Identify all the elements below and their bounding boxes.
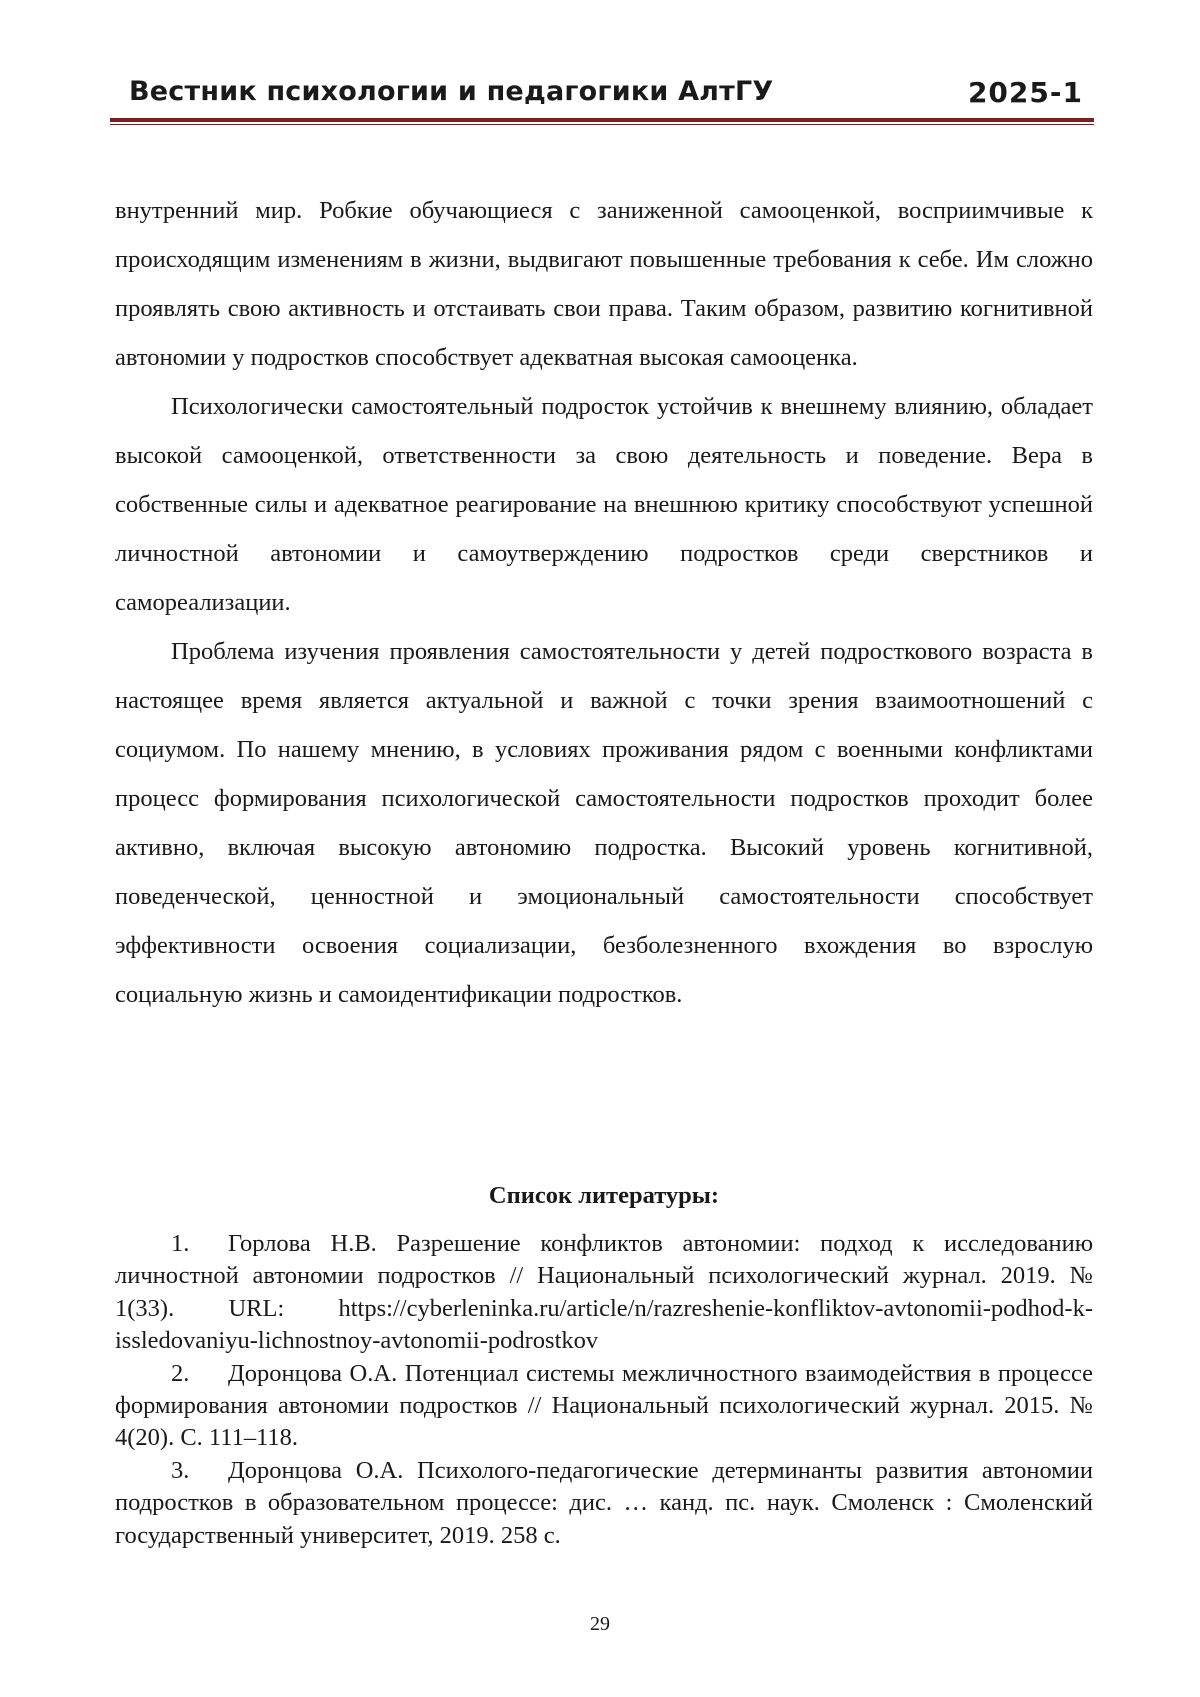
reference-text: Доронцова О.А. Потенциал системы межличностного взаимодействия в процессе формирования автономии подростков // Национальный психологический журнал. 2015. № 4(20). С. 111–118. bbox=[115, 1360, 1093, 1452]
reference-url[interactable]: https://cyberleninka.ru/article/n/razreshenie-konfliktov-avtonomii-podhod-k-issledovaniyu-lichnostnoy-avtonomii-podrostkov bbox=[115, 1295, 1093, 1354]
reference-text: Горлова Н.В. Разрешение конфликтов автономии: подход к исследованию личностной автономии подростков // Национальный психологический журнал. 2019. № 1(33). URL: bbox=[115, 1230, 1093, 1322]
page-number: 29 bbox=[0, 1612, 1200, 1636]
journal-title: Вестник психологии и педагогики АлтГУ bbox=[129, 76, 773, 107]
body-paragraph: внутренний мир. Робкие обучающиеся с заниженной самооценкой, восприимчивые к происходящим изменениям в жизни, выдвигают повышенные требования к себе. Им сложно проявлять свою активность и отстаивать свои права. Таким образом, развитию когнитивной автономии у подростков способствует адекватная высокая самооценка. bbox=[115, 186, 1093, 382]
running-header bbox=[127, 70, 1089, 120]
references-heading: Список литературы: bbox=[115, 1181, 1093, 1211]
references-list bbox=[115, 1228, 1093, 1552]
body-paragraph: Проблема изучения проявления самостоятельности у детей подросткового возраста в настоящее время является актуальной и важной с точки зрения взаимоотношений с социумом. По нашему мнению, в условиях проживания рядом с военными конфликтами процесс формирования психологической самостоятельности подростков проходит более активно, включая высокую автономию подростка. Высокий уровень когнитивной, поведенческой, ценностной и эмоциональный самостоятельности способствует эффективности освоения социализации, безболезненного вхождения во взрослую социальную жизнь и самоидентификации подростков. bbox=[115, 627, 1093, 1019]
reference-item bbox=[115, 1228, 1093, 1358]
reference-item bbox=[115, 1455, 1093, 1552]
reference-number: 3. bbox=[171, 1455, 228, 1487]
reference-text: Доронцова О.А. Психолого-педагогические детерминанты развития автономии подростков в образовательном процессе: дис. … канд. пс. наук. Смоленск : Смоленский государственный университет, 2019. 258 с. bbox=[115, 1457, 1093, 1549]
reference-item bbox=[115, 1358, 1093, 1455]
reference-number: 1. bbox=[171, 1228, 228, 1260]
issue-number: 2025-1 bbox=[968, 76, 1083, 109]
article-body bbox=[115, 186, 1093, 1019]
header-rule-thin bbox=[110, 124, 1094, 125]
header-rule-thick bbox=[110, 118, 1094, 122]
reference-number: 2. bbox=[171, 1358, 228, 1390]
body-paragraph: Психологически самостоятельный подросток устойчив к внешнему влиянию, обладает высокой самооценкой, ответственности за свою деятельность и поведение. Вера в собственные силы и адекватное реагирование на внешнюю критику способствуют успешной личностной автономии и самоутверждению подростков среди сверстников и самореализации. bbox=[115, 382, 1093, 627]
